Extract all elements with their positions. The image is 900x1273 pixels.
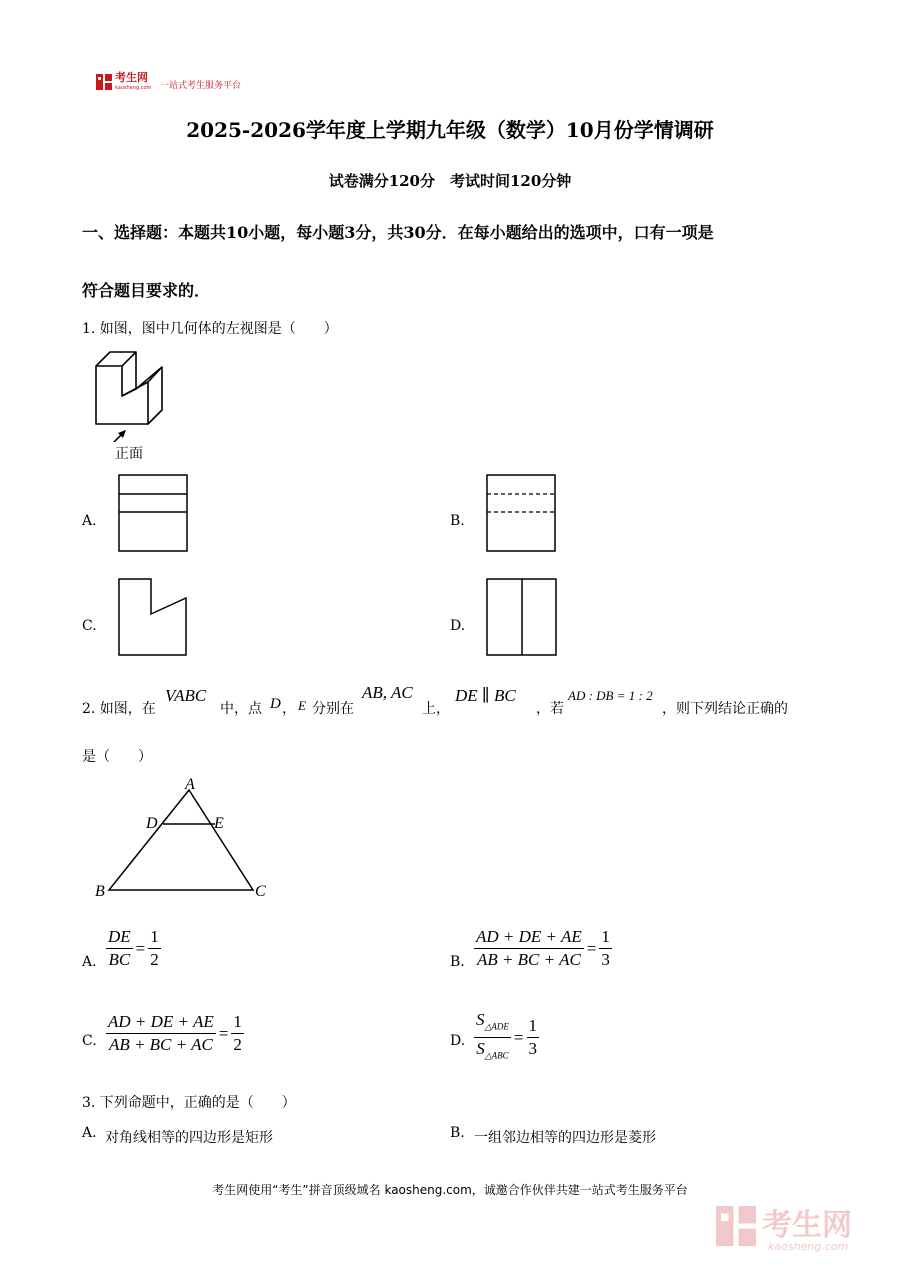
q1-solid-figure	[88, 342, 178, 442]
q2-d-num-s: S	[476, 1010, 485, 1029]
q1-option-d-figure[interactable]	[486, 578, 558, 656]
q2-stem-mid2: 分别在	[312, 701, 354, 717]
q2-b-rnum: 1	[599, 926, 612, 949]
q1-option-b-label[interactable]: B.	[450, 513, 465, 529]
q2-triangle-figure	[90, 774, 270, 904]
q3-option-a-text[interactable]: 对角线相等的四边形是矩形	[105, 1130, 273, 1146]
q2-stem-mid4: ，若	[536, 701, 564, 717]
page-footer: 考生网使用“考生”拼音顶级域名 kaosheng.com，诚邀合作伙伴共建一站式考生服务平台	[212, 1183, 688, 1197]
watermark	[716, 1200, 880, 1260]
watermark-domain: kaosheng.com	[768, 1240, 849, 1253]
q2-point-e: E	[298, 698, 306, 713]
q2-option-c-label[interactable]: C.	[82, 1033, 97, 1049]
watermark-logo-icon	[716, 1206, 756, 1246]
q2-stem-mid1: 中，点	[220, 701, 262, 717]
q2-point-d: D	[270, 696, 281, 712]
q2-d-rnum: 1	[527, 1015, 540, 1038]
q1-option-b-figure[interactable]	[486, 474, 556, 552]
q2-d-rden: 3	[528, 1039, 538, 1059]
q1-option-a-figure[interactable]	[118, 474, 188, 552]
q2-ratio: AD : DB = 1 : 2	[568, 688, 653, 703]
q2-option-a-formula[interactable]	[106, 926, 161, 971]
q2-stem-comma: ，	[282, 701, 296, 717]
section-heading-cont: 符合题目要求的．	[82, 281, 211, 300]
logo-slogan: 一站式考生服务平台	[160, 81, 242, 91]
q2-b-num: AD + DE + AE	[474, 926, 584, 949]
q2-b-rden: 3	[601, 950, 610, 969]
q2-a-eq: =	[135, 938, 146, 958]
q2-sides-ab-ac: AB, AC	[362, 683, 413, 702]
logo-domain: kaosheng.com	[115, 85, 152, 91]
logo-text: 考生网	[115, 71, 148, 84]
q2-triangle-abc: VABC	[165, 686, 207, 705]
q2-fig-label-a: A	[185, 776, 195, 793]
q2-d-den-sub: △ABC	[484, 1050, 509, 1061]
page-subtitle: 试卷满分120分 考试时间120分钟	[328, 172, 572, 190]
q2-a-rnum: 1	[148, 926, 161, 949]
q2-fig-label-c: C	[255, 883, 266, 900]
q2-option-b-formula[interactable]	[474, 926, 612, 971]
q2-fig-label-b: B	[95, 883, 105, 900]
q3-option-a-label[interactable]: A.	[82, 1125, 97, 1141]
q2-stem-tail: ，则下列结论正确的	[662, 701, 788, 717]
q2-d-eq: =	[513, 1027, 524, 1047]
q3-stem: 3. 下列命题中，正确的是（ ）	[82, 1095, 296, 1111]
q2-d-den-s: S	[476, 1039, 485, 1059]
q2-option-b-label[interactable]: B.	[450, 954, 465, 970]
q3-option-b-label[interactable]: B.	[450, 1125, 465, 1141]
q2-c-eq: =	[218, 1023, 229, 1043]
q2-a-num: DE	[106, 926, 133, 949]
q2-option-d-label[interactable]: D.	[450, 1033, 466, 1049]
q2-d-num-sub: △ADE	[484, 1021, 509, 1032]
page-title: 2025-2026学年度上学期九年级（数学）10月份学情调研	[186, 118, 714, 142]
q2-option-d-formula[interactable]	[474, 1009, 539, 1067]
q1-front-label: 正面	[115, 446, 143, 462]
q3-option-b-text[interactable]: 一组邻边相等的四边形是菱形	[474, 1130, 656, 1146]
section-heading: 一、选择题：本题共10小题，每小题3分，共30分．在每小题给出的选项中，口有一项是	[82, 223, 714, 242]
logo-icon	[96, 74, 112, 90]
q2-c-num: AD + DE + AE	[106, 1011, 216, 1034]
q2-b-den: AB + BC + AC	[476, 950, 581, 969]
q2-option-c-formula[interactable]	[106, 1011, 244, 1056]
q2-c-rden: 2	[233, 1035, 242, 1054]
q1-option-d-label[interactable]: D.	[450, 618, 466, 634]
q2-stem-line2: 是（ ）	[82, 749, 152, 765]
q1-option-c-label[interactable]: C.	[82, 618, 97, 634]
q1-option-a-label[interactable]: A.	[82, 513, 97, 529]
q1-option-c-figure[interactable]	[118, 578, 188, 656]
q2-fig-label-d: D	[146, 815, 158, 832]
q2-c-rnum: 1	[231, 1011, 244, 1034]
q2-c-den: AB + BC + AC	[108, 1035, 213, 1054]
q2-a-den: BC	[108, 950, 131, 969]
q2-a-rden: 2	[150, 950, 159, 969]
watermark-text: 考生网	[762, 1208, 852, 1243]
q2-option-a-label[interactable]: A.	[82, 954, 97, 970]
q2-parallel: DE ∥ BC	[455, 686, 516, 705]
q2-fig-label-e: E	[214, 815, 224, 832]
q2-stem-prefix: 2. 如图，在	[82, 701, 156, 717]
q2-b-eq: =	[586, 938, 597, 958]
q1-stem: 1. 如图，图中几何体的左视图是（ ）	[82, 321, 338, 337]
q2-stem-mid3: 上，	[422, 701, 450, 717]
